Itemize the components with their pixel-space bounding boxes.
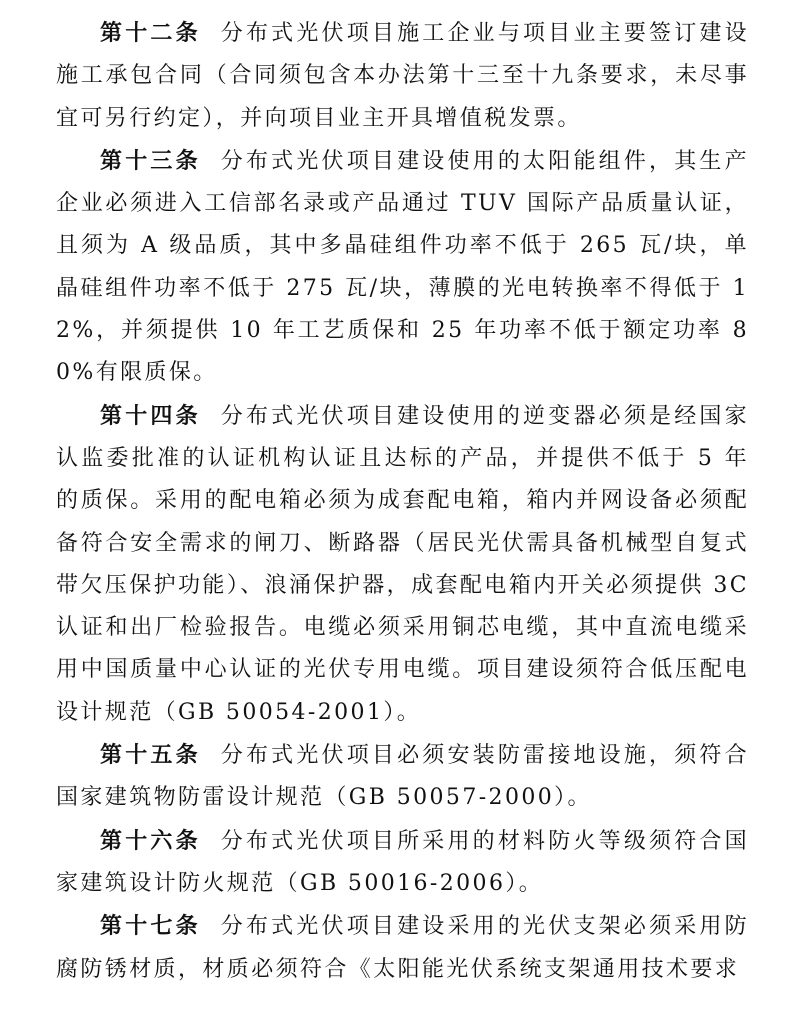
article-number: 第十六条: [100, 827, 201, 854]
article-text: 分布式光伏项目施工企业与项目业主要签订建设施工承包合同（合同须包含本办法第十三至十九条要求，未尽事宜可另行约定），并向项目业主开具增值税发票。: [56, 21, 749, 131]
article-14: [56, 395, 749, 734]
article-12: [56, 12, 749, 140]
article-15: [56, 734, 749, 820]
article-text: 分布式光伏项目必须安装防雷接地设施，须符合国家建筑物防雷设计规范（GB 50057-2000）。: [56, 743, 749, 811]
document-page: [56, 12, 749, 991]
article-number: 第十三条: [100, 147, 201, 174]
article-number: 第十五条: [100, 742, 201, 769]
article-17: [56, 905, 749, 991]
article-text: 分布式光伏项目所采用的材料防火等级须符合国家建筑设计防火规范（GB 50016-2006）。: [56, 828, 749, 896]
article-13: [56, 140, 749, 395]
article-number: 第十二条: [100, 20, 201, 46]
article-text: 分布式光伏项目建设使用的太阳能组件，其生产企业必须进入工信部名录或产品通过 TUV 国际产品质量认证，且须为 A 级品质，其中多晶硅组件功率不低于 265 瓦/块，单晶硅组件功率不低于 275 瓦/块，薄膜的光电转换率不得低于 12%，并须提供 10 年工艺质保和 25 年功率不低于额定功率 80%有限质保。: [56, 148, 749, 386]
article-text: 分布式光伏项目建设使用的逆变器必须是经国家认监委批准的认证机构认证且达标的产品，并提供不低于 5 年的质保。采用的配电箱必须为成套配电箱，箱内并网设备必须配备符合安全需求的闸刀、断路器（居民光伏需具备机械型自复式带欠压保护功能）、浪涌保护器，成套配电箱内开关必须提供 3C 认证和出厂检验报告。电缆必须采用铜芯电缆，其中直流电缆采用中国质量中心认证的光伏专用电缆。项目建设须符合低压配电设计规范（GB 50054-2001）。: [56, 403, 749, 725]
article-number: 第十七条: [100, 913, 201, 940]
article-number: 第十四条: [100, 402, 201, 429]
article-text: 分布式光伏项目建设采用的光伏支架必须采用防腐防锈材质，材质必须符合《太阳能光伏系统支架通用技术要求: [56, 914, 749, 982]
article-16: [56, 820, 749, 906]
